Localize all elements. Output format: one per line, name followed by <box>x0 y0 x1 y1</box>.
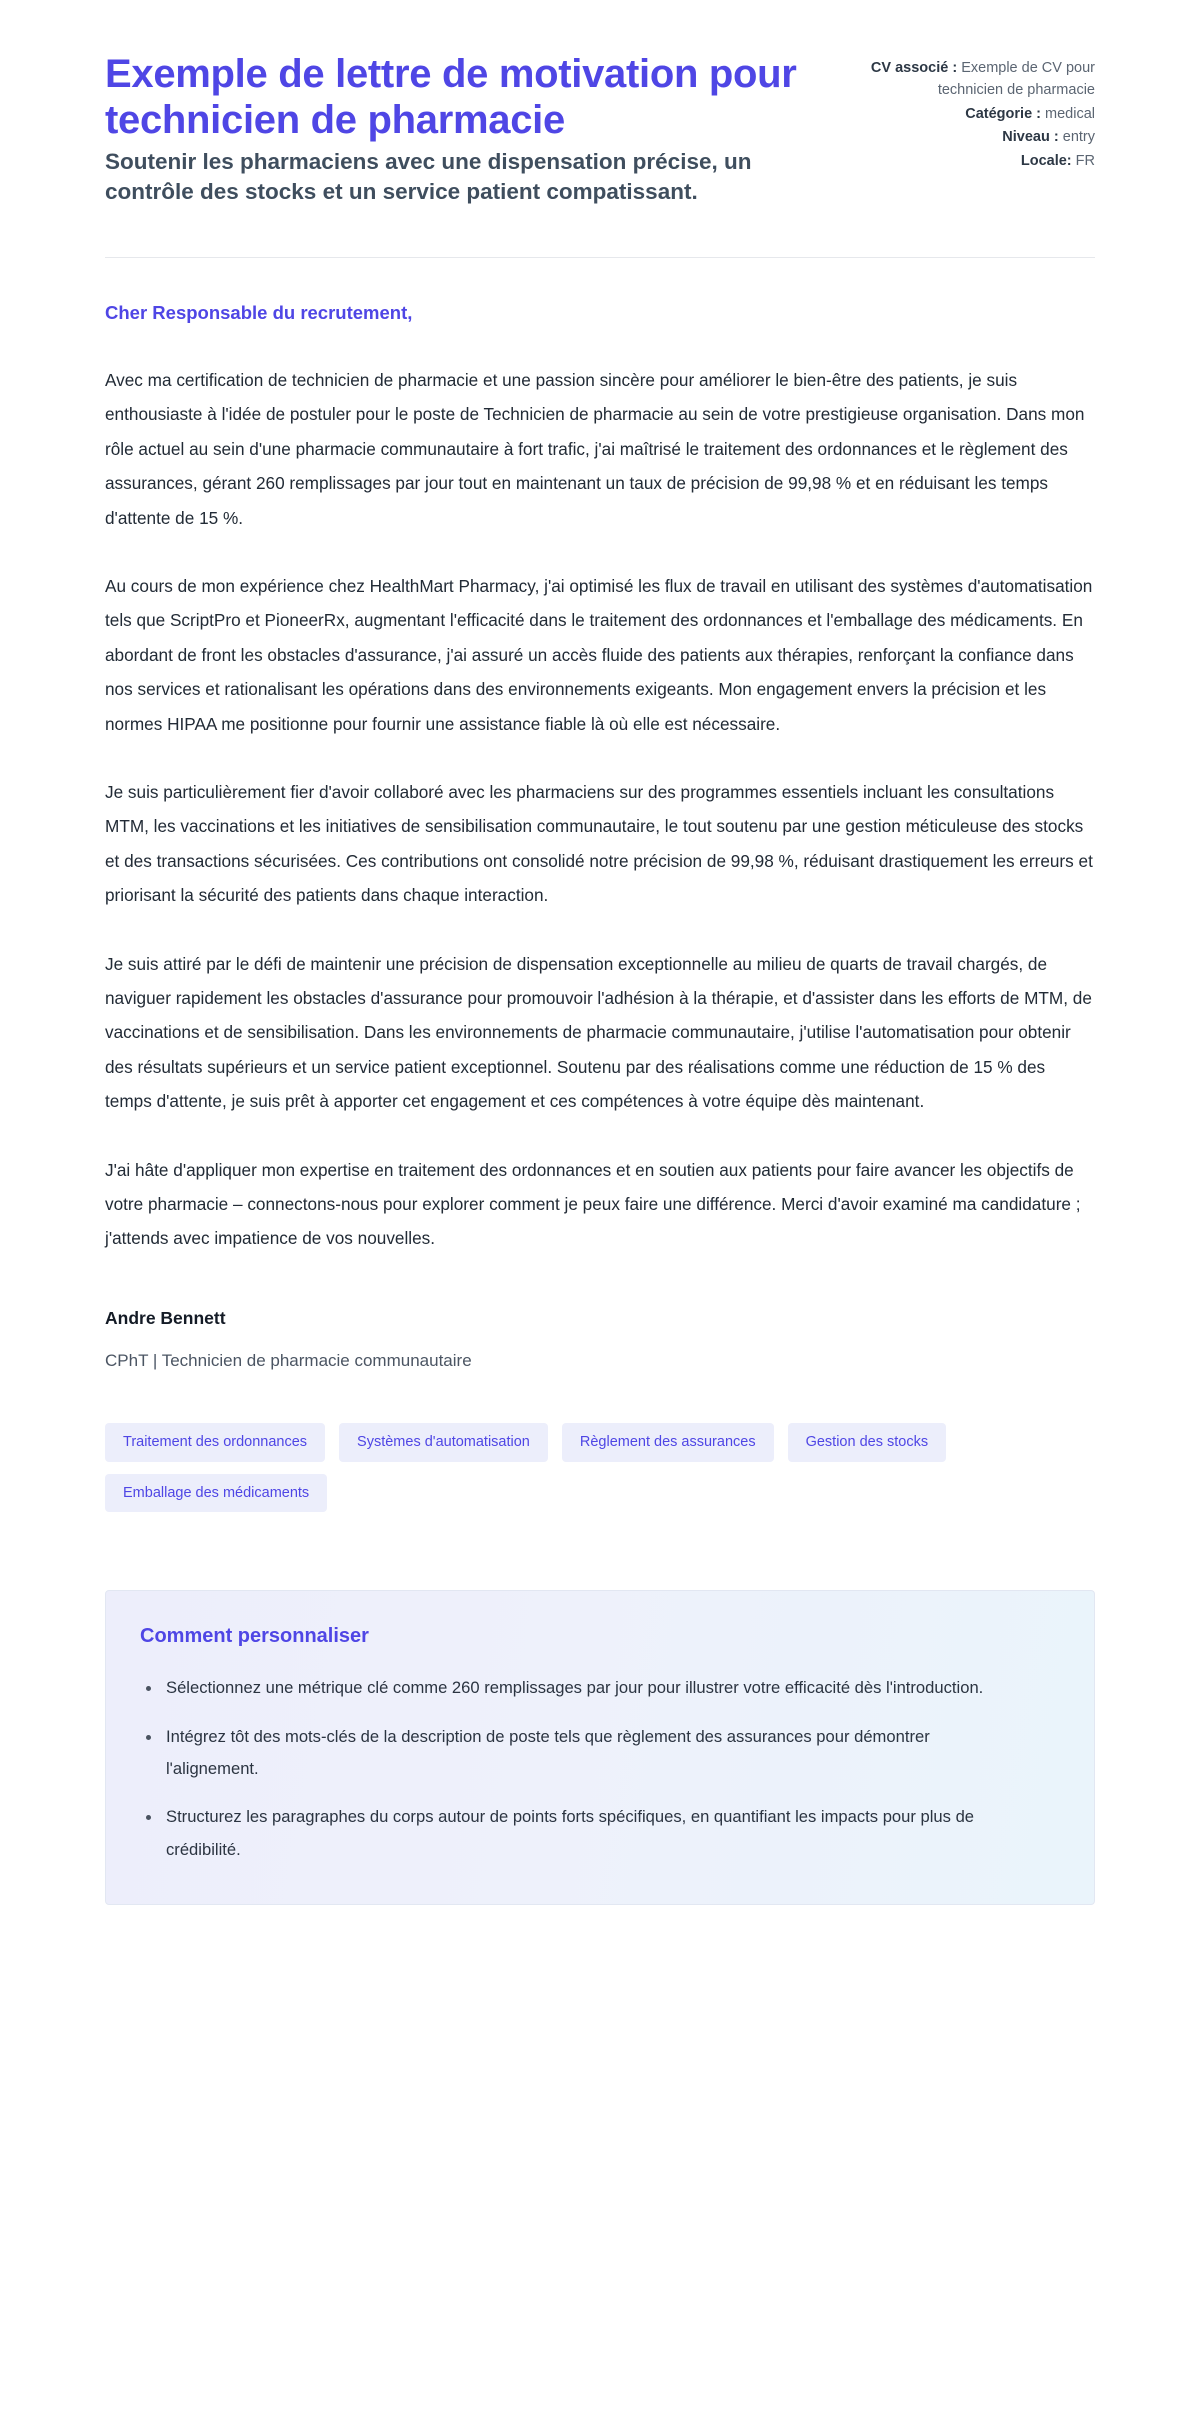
meta-row-level <box>867 127 1095 149</box>
letter-salutation: Cher Responsable du recrutement, <box>105 302 413 324</box>
meta-value-locale: FR <box>1075 153 1095 169</box>
header-metadata <box>867 52 1095 175</box>
meta-value-category: medical <box>1045 105 1095 122</box>
callout-tip-item: Intégrez tôt des mots-clés de la description de poste tels que règlement des assurances pour démontrer l'alignement. <box>140 1721 1020 1786</box>
callout-tip-item: Structurez les paragraphes du corps autour de points forts spécifiques, en quantifiant les impacts pour plus de crédibilité. <box>140 1801 1020 1866</box>
letter-body <box>105 258 1095 1256</box>
skill-tag[interactable]: Gestion des stocks <box>788 1423 947 1462</box>
letter-paragraph-5: J'ai hâte d'appliquer mon expertise en traitement des ordonnances et en soutien aux patients pour faire avancer les objectifs de votre pharmacie – connectons-nous pour explorer comment je peux faire une différence. Merci d'avoir examiné ma candidature ; j'attends avec impatience de vos nouvelles. <box>105 1159 1081 1249</box>
callout-tip-list <box>140 1672 1054 1866</box>
page-header <box>105 0 1095 207</box>
skill-tag[interactable]: Règlement des assurances <box>562 1423 774 1462</box>
meta-label-level: Niveau : <box>1002 129 1059 146</box>
meta-label-category: Catégorie : <box>965 105 1041 122</box>
meta-row-associated-cv <box>867 58 1095 102</box>
meta-row-category <box>867 104 1095 126</box>
callout-tip-item: Sélectionnez une métrique clé comme 260 remplissages par jour pour illustrer votre efficacité dès l'introduction. <box>140 1672 1020 1704</box>
signature-name: Andre Bennett <box>105 1307 226 1328</box>
header-title-block <box>105 52 827 207</box>
letter-paragraph-4: Je suis attiré par le défi de maintenir une précision de dispensation exceptionnelle au milieu de quarts de travail chargés, de naviguer rapidement les obstacles d'assurance pour promouvoir l'adhésion à la thérapie, et d'assister dans les efforts de MTM, de vaccinations et de sensibilisation. Dans les environnements de pharmacie communautaire, j'utilise l'automatisation pour obtenir des résultats supérieurs et un service patient exceptionnel. Soutenu par des réalisations comme une réduction de 15 % des temps d'attente, je suis prêt à apporter cet engagement et ces compétences à votre équipe dès maintenant. <box>105 953 1092 1112</box>
meta-label-locale: Locale: <box>1020 153 1072 169</box>
skill-tag[interactable]: Traitement des ordonnances <box>105 1423 325 1462</box>
skill-tag-list <box>105 1371 1045 1512</box>
meta-value-associated-cv: Exemple de CV pour technicien de pharmacie <box>937 60 1095 98</box>
page-title: Exemple de lettre de motivation pour technicien de pharmacie <box>105 52 797 142</box>
skill-tag[interactable]: Emballage des médicaments <box>105 1474 327 1513</box>
callout-title: Comment personnaliser <box>140 1625 369 1648</box>
letter-paragraph-2: Au cours de mon expérience chez HealthMart Pharmacy, j'ai optimisé les flux de travail en utilisant des systèmes d'automatisation tels que ScriptPro et PioneerRx, augmentant l'efficacité dans le traitement des ordonnances et l'emballage des médicaments. En abordant de front les obstacles d'assurance, j'ai assuré un accès fluide des patients aux thérapies, renforçant la confiance dans nos services et rationalisant les opérations dans des environnements exigeants. Mon engagement envers la précision et les normes HIPAA me positionne pour fournir une assistance fiable là où elle est nécessaire. <box>105 575 1093 734</box>
skill-tag[interactable]: Systèmes d'automatisation <box>339 1423 548 1462</box>
customization-callout <box>105 1590 1095 1905</box>
letter-paragraph-3: Je suis particulièrement fier d'avoir collaboré avec les pharmaciens sur des programmes essentiels incluant les consultations MTM, les vaccinations et les initiatives de sensibilisation communautaire, le tout soutenu par une gestion méticuleuse des stocks et des transactions sécurisées. Ces contributions ont consolidé notre précision de 99,98 %, réduisant drastiquement les erreurs et priorisant la sécurité des patients dans chaque interaction. <box>105 781 1093 906</box>
signature-role: CPhT | Technicien de pharmacie communautaire <box>105 1350 472 1370</box>
signature-block <box>105 1256 1095 1371</box>
page-subtitle: Soutenir les pharmaciens avec une dispensation précise, un contrôle des stocks et un service patient compatissant. <box>105 149 752 205</box>
meta-label-associated-cv: CV associé : <box>870 60 958 76</box>
meta-value-level: entry <box>1062 129 1095 146</box>
letter-paragraph-1: Avec ma certification de technicien de pharmacie et une passion sincère pour améliorer le bien-être des patients, je suis enthousiaste à l'idée de postuler pour le poste de Technicien de pharmacie au sein de votre prestigieuse organisation. Dans mon rôle actuel au sein d'une pharmacie communautaire à fort trafic, j'ai maîtrisé le traitement des ordonnances et le règlement des assurances, gérant 260 remplissages par jour tout en maintenant un taux de précision de 99,98 % et en réduisant les temps d'attente de 15 %. <box>105 369 1085 528</box>
meta-row-locale <box>867 151 1095 173</box>
